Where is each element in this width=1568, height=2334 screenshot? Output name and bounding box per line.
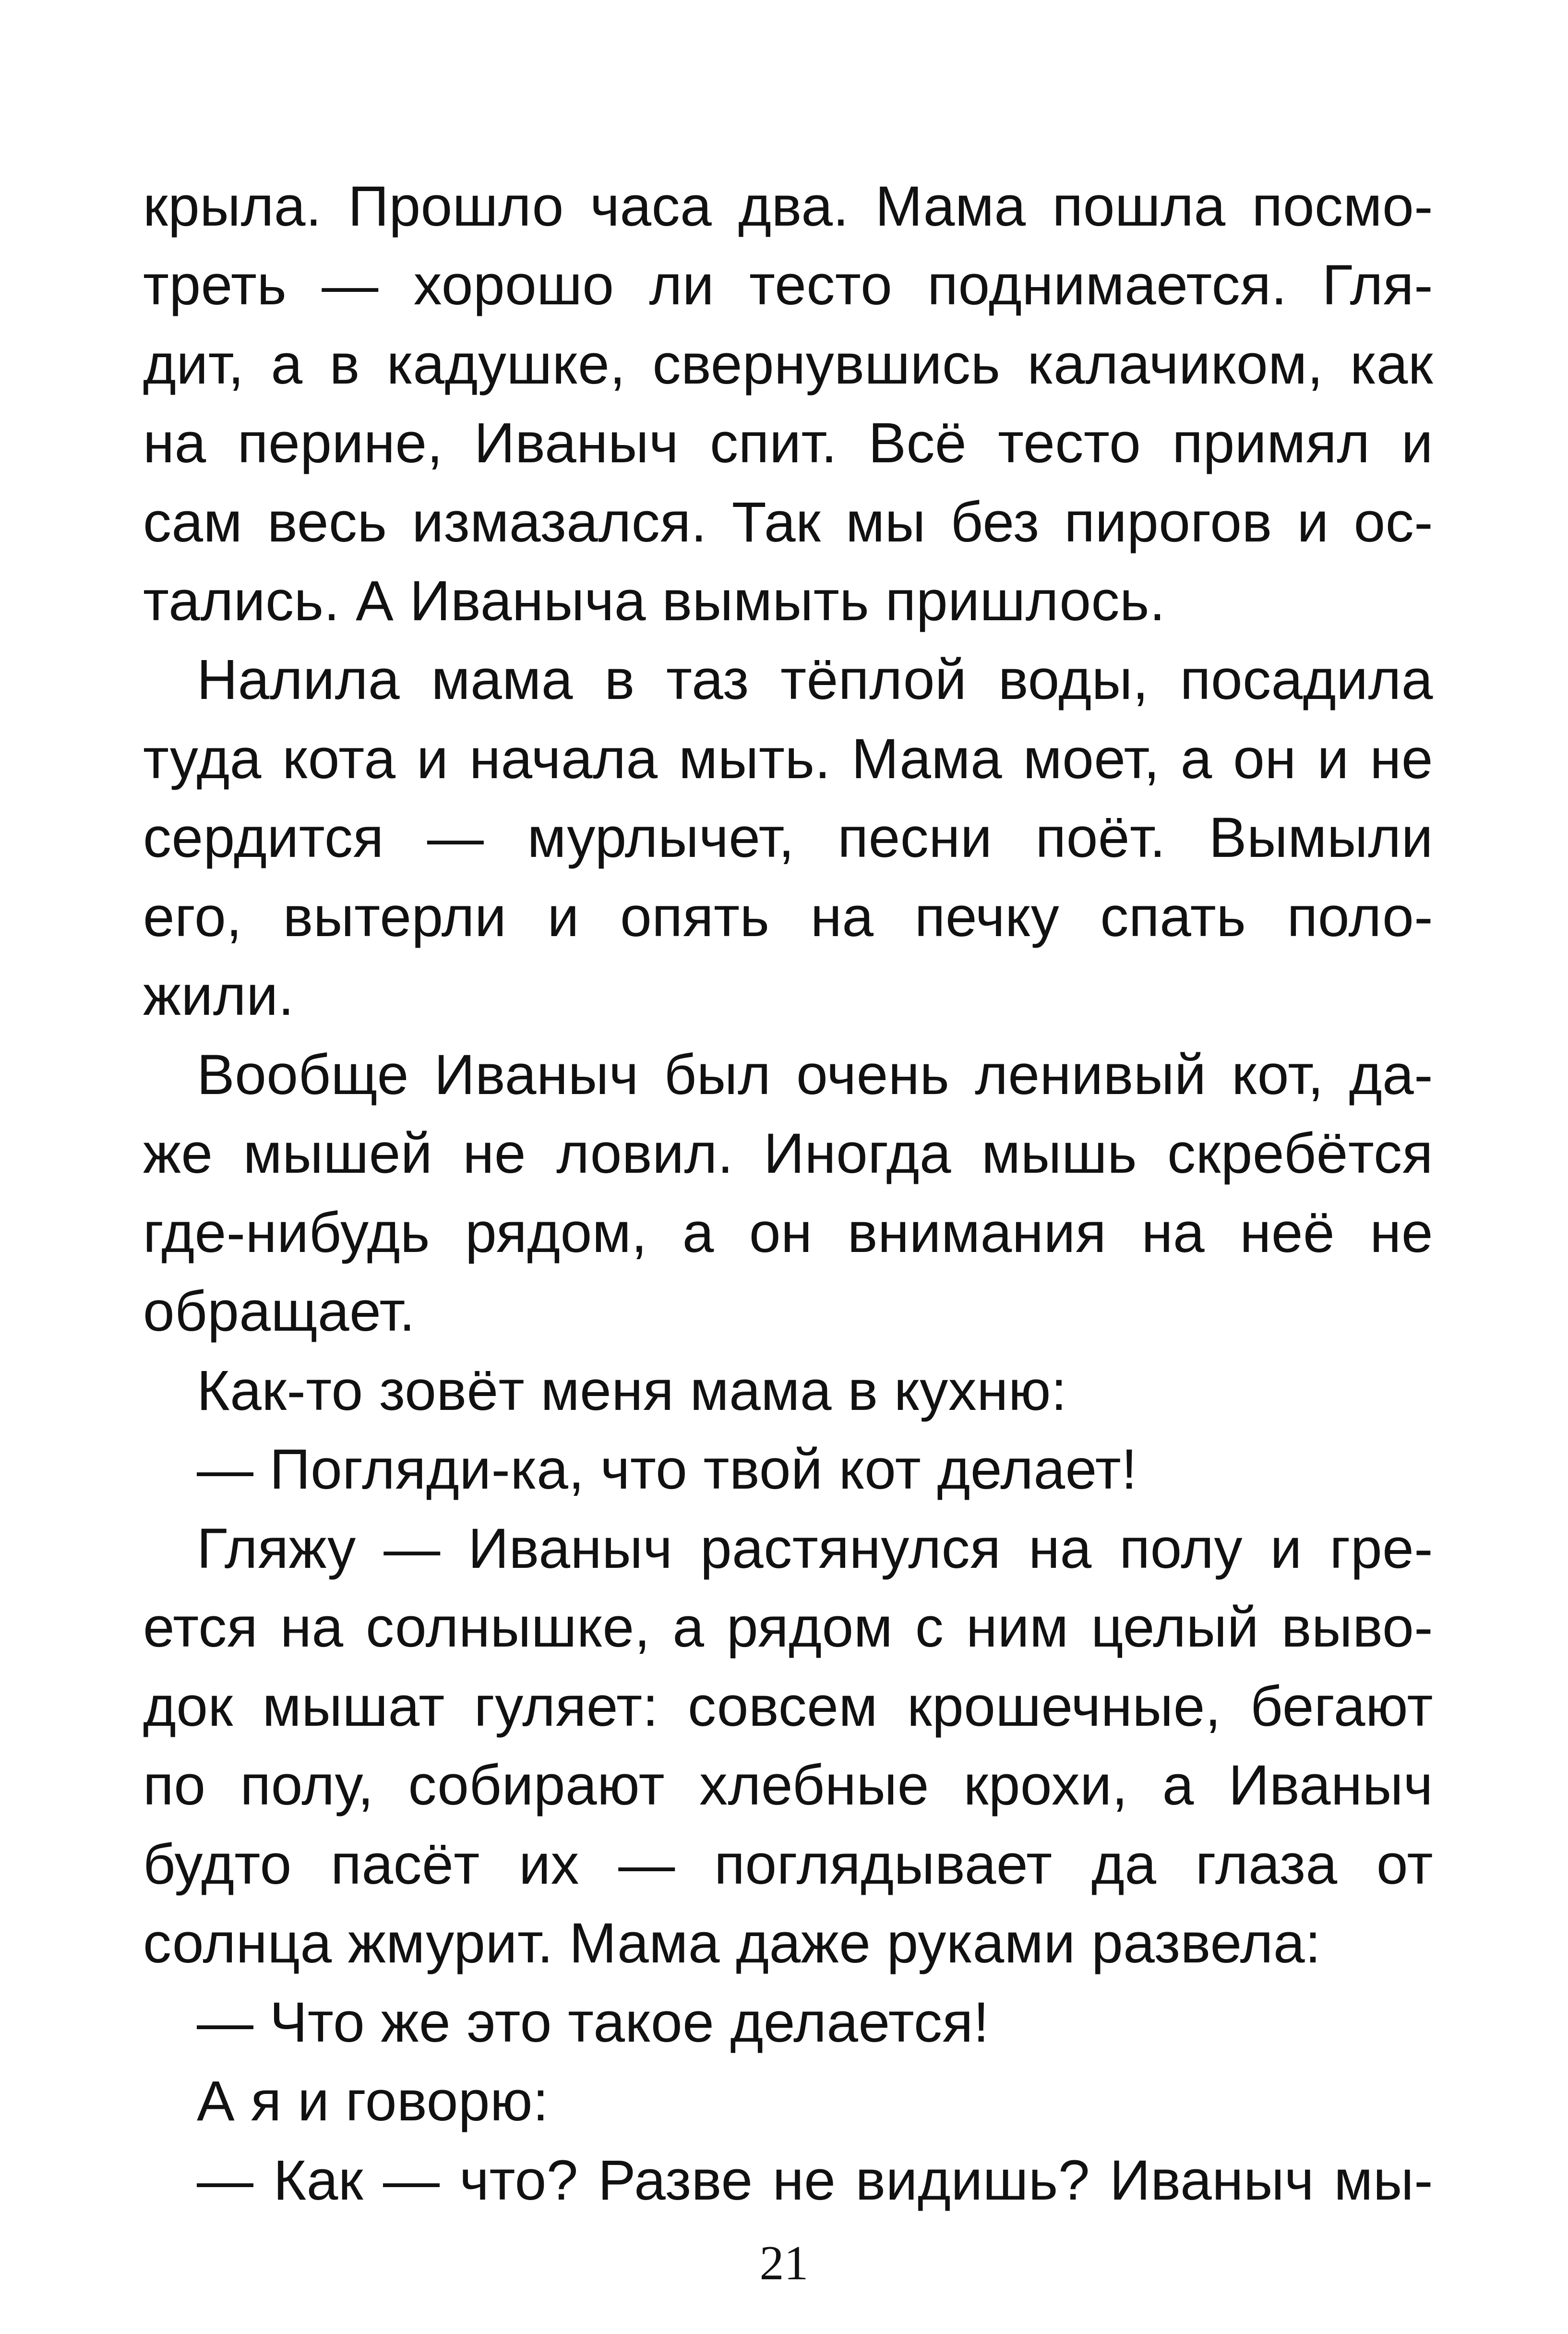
- text-line: — Как — что? Разве не видишь? Иваныч мы-: [197, 2149, 1433, 2212]
- text-line: тались. А Иваныча вымыть пришлось.: [143, 569, 1166, 633]
- text-line: ется на солнышке, а рядом с ним целый выво-: [143, 1596, 1433, 1659]
- text-line: А я и говорю:: [197, 2069, 549, 2133]
- text-line: будто пасёт их — поглядывает да глаза от: [143, 1833, 1433, 1896]
- text-line: — Что же это такое делается!: [197, 1991, 990, 2054]
- text-line: сам весь измазался. Так мы без пирогов и ос-: [143, 491, 1433, 554]
- text-line: где-нибудь рядом, а он внимания на неё не: [143, 1201, 1433, 1264]
- text-line: на перине, Иваныч спит. Всё тесто примял и: [143, 411, 1433, 475]
- text-line: дит, а в кадушке, свернувшись калачиком, как: [143, 333, 1433, 396]
- text-line: Как-то зовёт меня мама в кухню:: [197, 1359, 1067, 1422]
- text-line: же мышей не ловил. Иногда мышь скребётся: [143, 1122, 1433, 1185]
- text-line: треть — хорошо ли тесто поднимается. Гля-: [143, 253, 1433, 317]
- text-line: обращает.: [143, 1280, 416, 1343]
- text-line: солнца жмурит. Мама даже руками развела:: [143, 1912, 1321, 1975]
- text-line: Налила мама в таз тёплой воды, посадила: [197, 648, 1433, 711]
- text-line: сердится — мурлычет, песни поёт. Вымыли: [143, 806, 1433, 869]
- text-line: его, вытерли и опять на печку спать поло-: [143, 885, 1433, 949]
- text-line: Вообще Иваныч был очень ленивый кот, да-: [197, 1043, 1433, 1107]
- text-line: крыла. Прошло часа два. Мама пошла посмо-: [143, 175, 1433, 238]
- text-line: жили.: [143, 964, 294, 1027]
- page-number: 21: [759, 2236, 809, 2290]
- text-line: — Погляди-ка, что твой кот делает!: [197, 1438, 1137, 1501]
- text-line: Гляжу — Иваныч растянулся на полу и гре-: [197, 1517, 1433, 1580]
- text-line: туда кота и начала мыть. Мама моет, а он и не: [143, 727, 1433, 791]
- text-line: док мышат гуляет: совсем крошечные, бегают: [143, 1675, 1433, 1738]
- text-line: по полу, собирают хлебные крохи, а Иваныч: [143, 1754, 1433, 1817]
